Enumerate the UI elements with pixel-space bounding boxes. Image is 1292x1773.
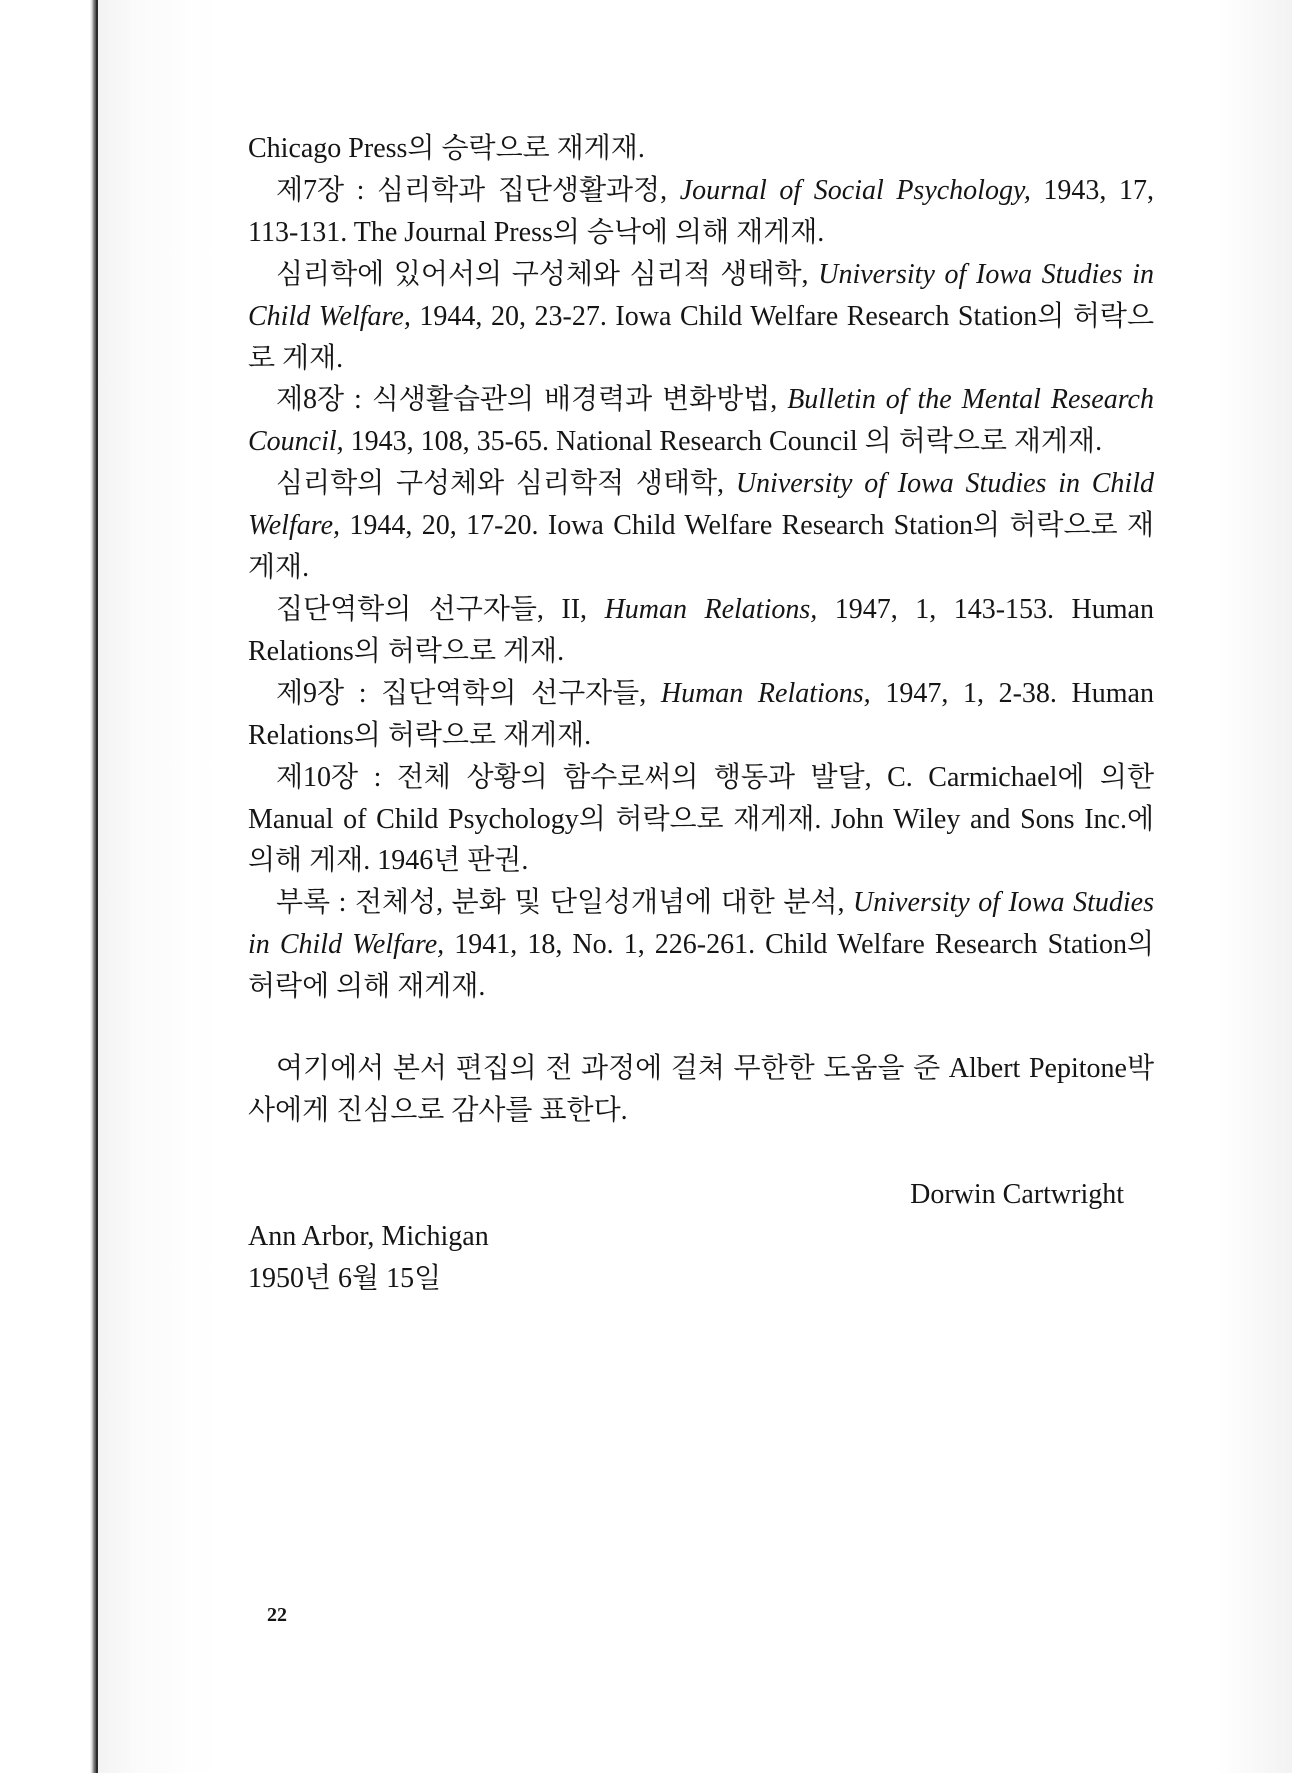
entry-citation: 1947, 1, 2-38. Human Relations의 허락으로 재게재. (248, 677, 1154, 751)
entry-citation: 1943, 108, 35-65. National Research Council 의 허락으로 재게재. (343, 426, 1103, 458)
entry-title: 제9장 : 집단역학의 선구자들, (276, 677, 661, 709)
acknowledgement: 여기에서 본서 편집의 전 과정에 걸쳐 무한한 도움을 준 Albert Pepitone박사에게 진심으로 감사를 표한다. (248, 1053, 1154, 1126)
signature: Dorwin Cartwright (910, 1178, 1124, 1210)
page-number: 22 (267, 1604, 287, 1626)
entry-title: 부록 : 전체성, 분화 및 단일성개념에 대한 분석, (276, 887, 854, 919)
spacer (248, 1008, 1154, 1048)
entry-text: Chicago Press의 승락으로 재게재. (248, 133, 645, 164)
entry-journal: University of Iowa Studies in Child Welfare, (248, 258, 1154, 332)
entry-chapter-7 (248, 170, 1154, 254)
entry-frontiers-2 (248, 589, 1154, 673)
entry-text: 제10장 : 전체 상황의 함수로써의 행동과 발달, C. Carmichael에 의한 Manual of Child Psychology의 허락으로 재게재. John Wiley and Sons Inc.에 의해 게재. 1946년 판권. (248, 761, 1154, 877)
entry-psych-constructs (248, 463, 1154, 589)
entry-journal: Human Relations, (660, 677, 871, 709)
entry-journal: University of Iowa Studies in Child Welfare, (248, 887, 1154, 961)
entry-journal: University of Iowa Studies in Child Welfare, (248, 468, 1154, 542)
page-text (248, 128, 1154, 1300)
entry-chapter-9 (248, 673, 1154, 757)
spacer (248, 1132, 1154, 1174)
book-page (96, 0, 1292, 1773)
entry-citation: 1943, 17, 113-131. The Journal Press의 승낙에 의해 재게재. (248, 174, 1155, 248)
place: Ann Arbor, Michigan (248, 1220, 489, 1252)
entry-continuation (248, 128, 1154, 170)
entry-citation: 1941, 18, No. 1, 226-261. Child Welfare Research Station의 허락에 의해 재게재. (248, 929, 1154, 1003)
entry-journal: Bulletin of the Mental Research Council, (248, 384, 1154, 458)
entry-appendix (248, 882, 1154, 1008)
entry-title: 제7장 : 심리학과 집단생활과정, (276, 174, 680, 206)
entry-chapter-8 (248, 379, 1154, 463)
entry-journal: Journal of Social Psychology, (679, 174, 1031, 206)
entry-constructs-ecology (248, 254, 1154, 380)
date: 1950년 6월 15일 (248, 1262, 442, 1294)
entry-title: 심리학의 구성체와 심리학적 생태학, (276, 468, 736, 500)
entry-chapter-10 (248, 757, 1154, 883)
entry-title: 심리학에 있어서의 구성체와 심리적 생태학, (276, 258, 819, 290)
entry-title: 제8장 : 식생활습관의 배경력과 변화방법, (276, 384, 788, 416)
entry-journal: Human Relations, (604, 593, 818, 625)
entry-citation: 1944, 20, 23-27. Iowa Child Welfare Research Station의 허락으로 게재. (248, 300, 1154, 374)
entry-citation: 1947, 1, 143-153. Human Relations의 허락으로 게재. (248, 593, 1154, 667)
entry-title: 집단역학의 선구자들, II, (276, 593, 605, 625)
entry-citation: 1944, 20, 17-20. Iowa Child Welfare Research Station의 허락으로 재게재. (248, 510, 1154, 584)
book-spine (0, 0, 96, 1773)
